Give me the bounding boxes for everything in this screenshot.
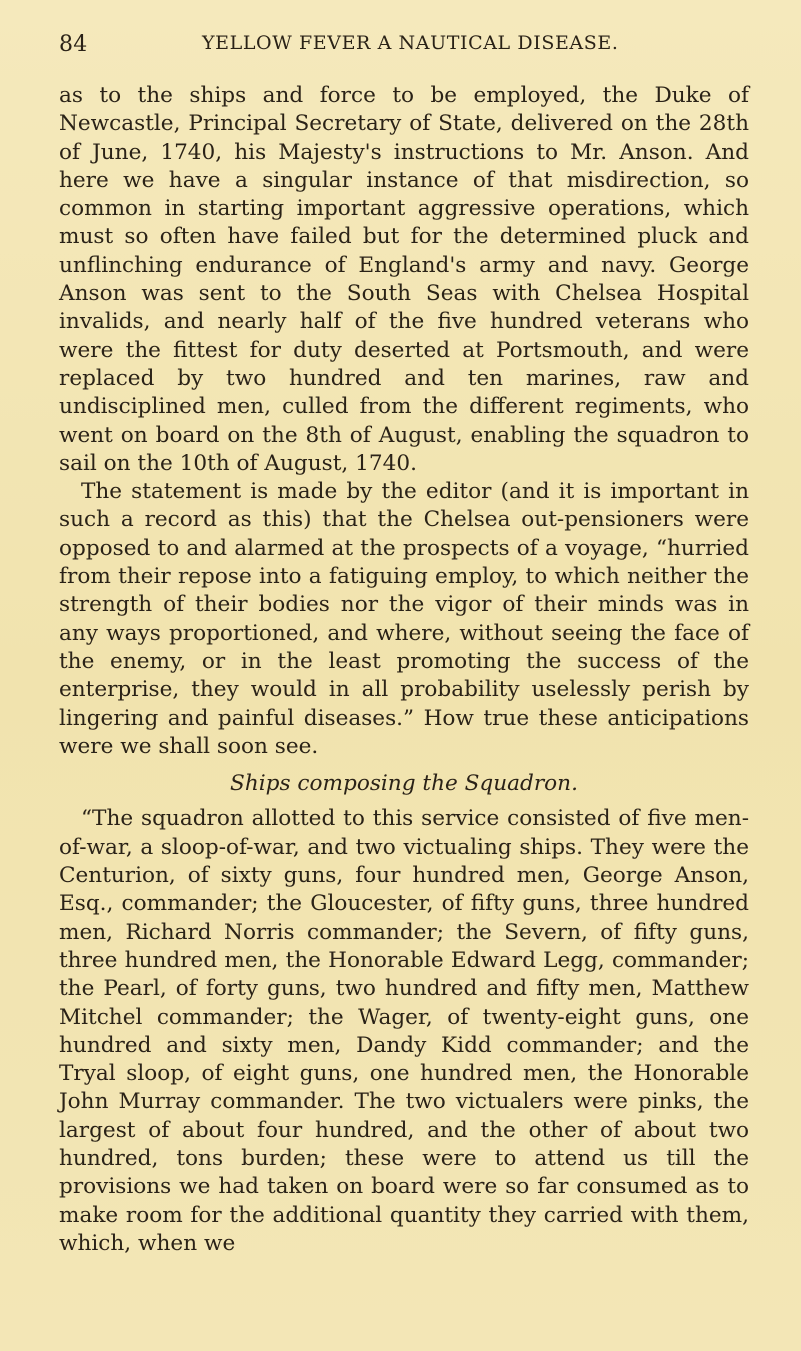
body-text — [59, 82, 749, 1258]
paragraph-2: The statement is made by the editor (and it is important in such a record as this) that the Chelsea out-pensioners were opposed to and alarmed at the prospects of a voyage, “hurried from their repose into a fatiguing employ, to which neither the strength of their bodies nor the vigor of their minds was in any ways proportioned, and where, without seeing the face of the enemy, or in the least promoting the success of the enterprise, they would in all probability uselessly perish by lingering and painful diseases.” How true these anticipations were we shall soon see. — [59, 479, 749, 759]
running-title: YELLOW FEVER A NAUTICAL DISEASE. — [202, 32, 619, 54]
book-page — [59, 28, 749, 1258]
paragraph-1: as to the ships and force to be employed, the Duke of Newcastle, Principal Secretary of State, delivered on the 28th of June, 1740, his Majesty's instructions to Mr. Anson. And here we have a singular instance of that misdirection, so common in starting important aggressive operations, which must so often have failed but for the determined pluck and unflinching endurance of England's army and navy. George Anson was sent to the South Seas with Chelsea Hospital invalids, and nearly half of the five hundred veterans who were the fittest for duty deserted at Portsmouth, and were replaced by two hundred and ten marines, raw and undisciplined men, culled from the different regiments, who went on board on the 8th of August, enabling the squadron to sail on the 10th of August, 1740. — [59, 83, 749, 476]
page-number: 84 — [59, 32, 88, 57]
running-head — [59, 28, 749, 60]
section-heading: Ships composing the Squadron. — [230, 771, 578, 797]
paragraph-3: “The squadron allotted to this service consisted of five men-of-war, a sloop-of-war, and two victualing ships. They were the Centurion, of sixty guns, four hundred men, George Anson, Esq., commander; the Gloucester, of fifty guns, three hundred men, Richard Norris commander; the Severn, of fifty guns, three hundred men, the Honorable Edward Legg, commander; the Pearl, of forty guns, two hundred and fifty men, Matthew Mitchel commander; the Wager, of twenty-eight guns, one hundred and sixty men, Dandy Kidd commander; and the Tryal sloop, of eight guns, one hundred men, the Honorable John Murray commander. The two victualers were pinks, the largest of about four hundred, and the other of about two hundred, tons burden; these were to attend us till the provisions we had taken on board were so far consumed as to make room for the additional quantity they carried with them, which, when we — [59, 806, 749, 1256]
